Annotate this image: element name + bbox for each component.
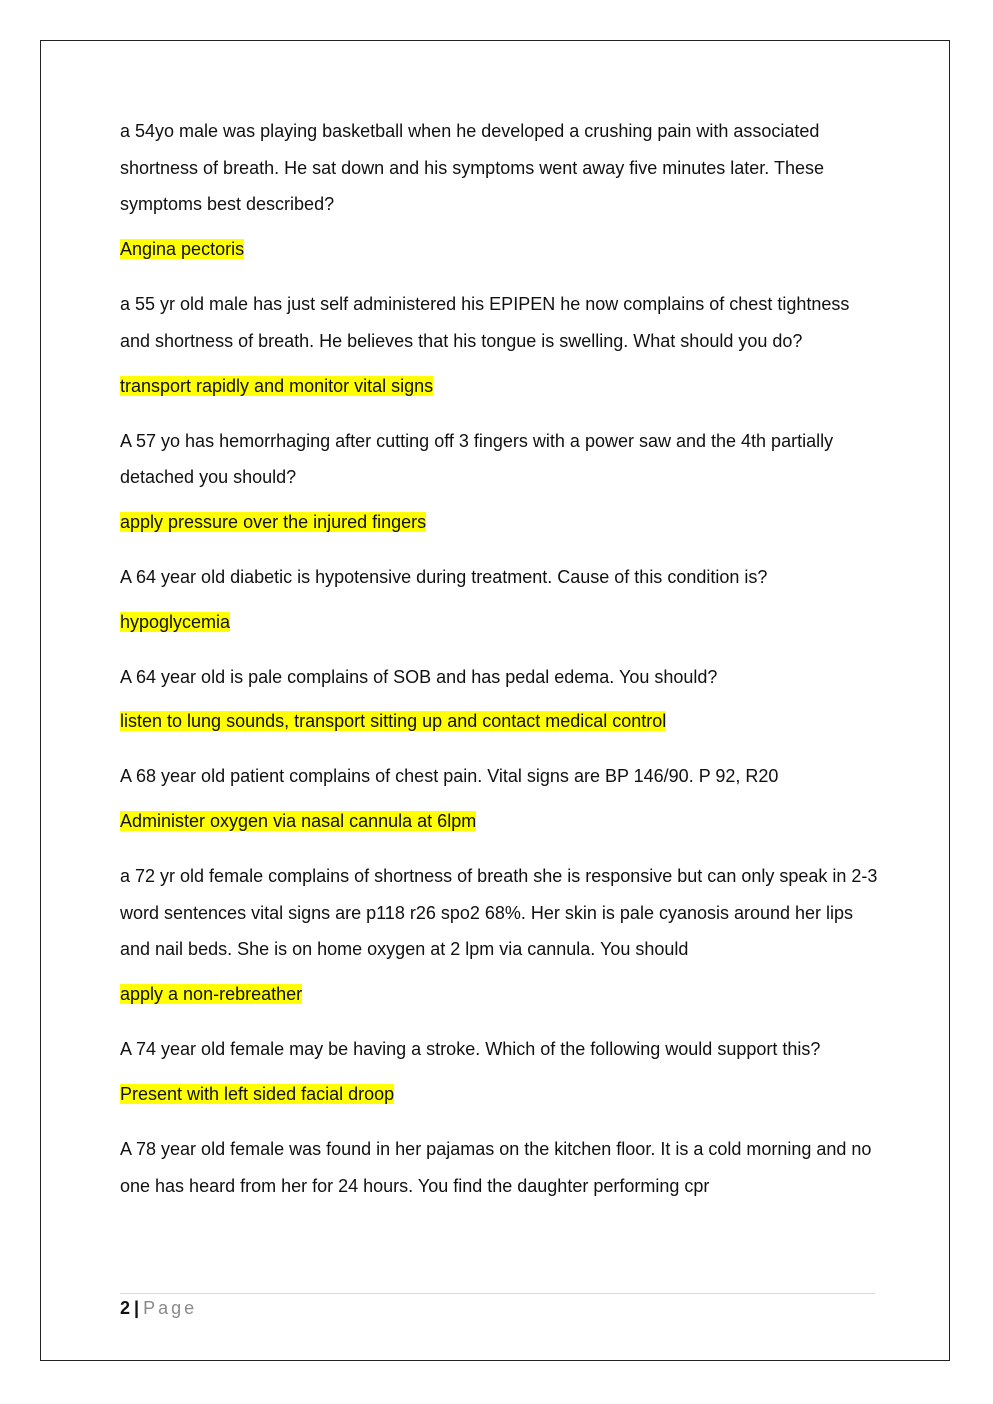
answer-6	[120, 808, 880, 834]
page-label: Page	[143, 1298, 198, 1318]
answer-highlight: apply a non-rebreather	[120, 984, 303, 1005]
page-number: 2	[120, 1298, 131, 1318]
page-footer	[120, 1296, 197, 1320]
answer-4	[120, 609, 880, 635]
question-5: A 64 year old is pale complains of SOB and has pedal edema. You should?	[120, 666, 718, 687]
answer-highlight: Present with left sided facial droop	[120, 1083, 395, 1104]
answer-8	[120, 1081, 880, 1107]
answer-highlight: Angina pectoris	[120, 239, 245, 260]
question-2: a 55 yr old male has just self administered his EPIPEN he now complains of chest tightness and shortness of breath. He believes that his tongue is swelling. What should you do?	[120, 294, 850, 351]
question-9: A 78 year old female was found in her pajamas on the kitchen floor. It is a cold morning and no one has heard from her for 24 hours. You find the daughter performing cpr	[120, 1138, 872, 1196]
answer-highlight: hypoglycemia	[120, 611, 231, 632]
footer-divider	[120, 1293, 875, 1294]
question-3: A 57 yo has hemorrhaging after cutting off 3 fingers with a power saw and the 4th partially detached you should?	[120, 430, 834, 488]
document-body	[120, 113, 880, 1217]
question-8: A 74 year old female may be having a stroke. Which of the following would support this?	[120, 1039, 821, 1060]
answer-highlight: apply pressure over the injured fingers	[120, 511, 427, 532]
answer-7	[120, 981, 880, 1007]
answer-2	[120, 373, 880, 399]
question-1: a 54yo male was playing basketball when he developed a crushing pain with associated shortness of breath. He sat down and his symptoms went away five minutes later. These symptoms best described?	[120, 121, 825, 215]
question-4: A 64 year old diabetic is hypotensive during treatment. Cause of this condition is?	[120, 566, 768, 587]
answer-1	[120, 236, 880, 262]
answer-highlight: Administer oxygen via nasal cannula at 6lpm	[120, 811, 477, 832]
answer-highlight: transport rapidly and monitor vital signs	[120, 375, 434, 396]
answer-5	[120, 708, 880, 734]
question-6: A 68 year old patient complains of chest pain. Vital signs are BP 146/90. P 92, R20	[120, 766, 779, 787]
answer-highlight: listen to lung sounds, transport sitting up and contact medical control	[120, 711, 667, 732]
footer-separator: |	[134, 1298, 140, 1318]
question-7: a 72 yr old female complains of shortness of breath she is responsive but can only speak in 2-3 word sentences vital signs are p118 r26 spo2 68%. Her skin is pale cyanosis around her lips and nail beds. She is on home oxygen at 2 lpm via cannula. You should	[120, 866, 878, 960]
answer-3	[120, 509, 880, 535]
